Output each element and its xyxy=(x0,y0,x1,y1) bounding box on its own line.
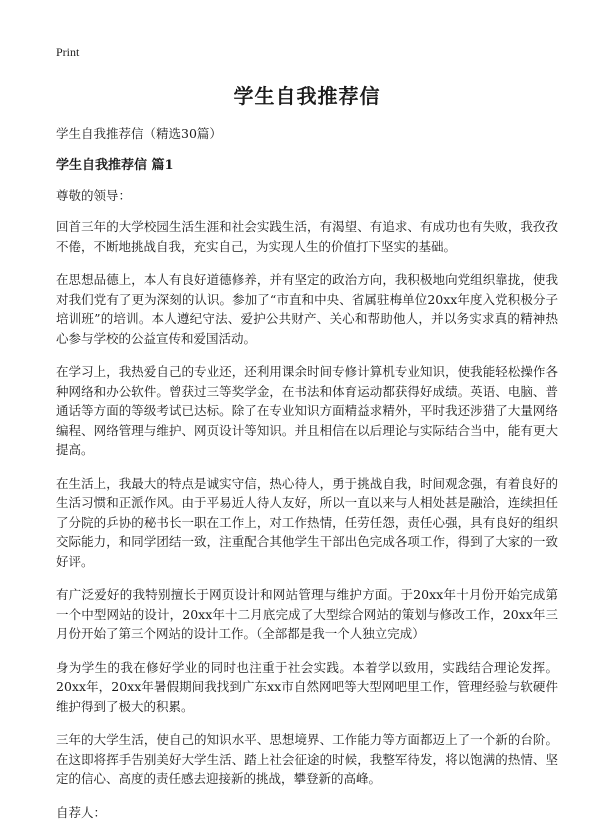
body-paragraph: 有广泛爱好的我特别擅长于网页设计和网站管理与维护方面。于20xx年十月份开始完成第一个中型网站的设计，20xx年十二月底完成了大型综合网站的策划与修改工作，20xx年三月份开始了第三个网站的设计工作。（全部都是我一个人独立完成） xyxy=(56,587,558,641)
body-paragraph: 在思想品德上，本人有良好道德修养，并有坚定的政治方向，我积极地向党组织靠拢，使我对我们党有了更为深刻的认识。参加了“市直和中央、省属驻梅单位20xx年度入党积极分子培训班”的培训。本人遵纪守法、爱护公共财产、关心和帮助他人，并以务实求真的精神热心参与学校的公益宣传和爱国活动。 xyxy=(56,272,558,346)
signature-line: 自荐人： xyxy=(56,804,107,820)
salutation: 尊敬的领导： xyxy=(56,188,132,203)
body-paragraph: 回首三年的大学校园生活生涯和社会实践生活，有渴望、有追求、有成功也有失败，我孜孜不倦，不断地挑战自我，充实自己，为实现人生的价值打下坚实的基础。 xyxy=(56,219,558,254)
body-paragraph: 在生活上，我最大的特点是诚实守信，热心待人，勇于挑战自我，时间观念强，有着良好的生活习惯和正派作风。由于平易近人待人友好，所以一直以来与人相处甚是融洽，连续担任了分院的乒协的秘书长一职在工作上，对工作热情，任劳任怨，责任心强，具有良好的组织交际能力，和同学团结一致，注重配合其他学生干部出色完成各项工作，得到了大家的一致好评。 xyxy=(56,475,558,569)
document-subtitle: 学生自我推荐信（精选30篇） xyxy=(56,126,222,141)
section-heading: 学生自我推荐信 篇1 xyxy=(56,158,174,173)
body-paragraph: 三年的大学生活，使自己的知识水平、思想境界、工作能力等方面都迈上了一个新的台阶。在这即将挥手告别美好大学生活、踏上社会征途的时候，我整军待发，将以饱满的热情、坚定的信心、高度的责任感去迎接新的挑战，攀登新的高峰。 xyxy=(56,732,558,786)
document-title: 学生自我推荐信 xyxy=(233,84,381,108)
body-paragraph: 身为学生的我在修好学业的同时也注重于社会实践。本着学以致用，实践结合理论发挥。20xx年，20xx年暑假期间我找到广东xx市自然网吧等大型网吧里工作，管理经验与软硬件维护得到了极大的积累。 xyxy=(56,659,558,714)
body-paragraph: 在学习上，我热爱自己的专业还，还利用课余时间专修计算机专业知识，使我能轻松操作各种网络和办公软件。曾获过三等奖学金，在书法和体育运动都获得好成绩。英语、电脑、普通话等方面的等级考试已达标。除了在专业知识方面精益求精外，平时我还涉猎了大量网络编程、网络管理与维护、网页设计等知识。并且相信在以后理论与实际结合当中，能有更大提高。 xyxy=(56,364,558,457)
print-link[interactable]: Print xyxy=(56,45,80,59)
